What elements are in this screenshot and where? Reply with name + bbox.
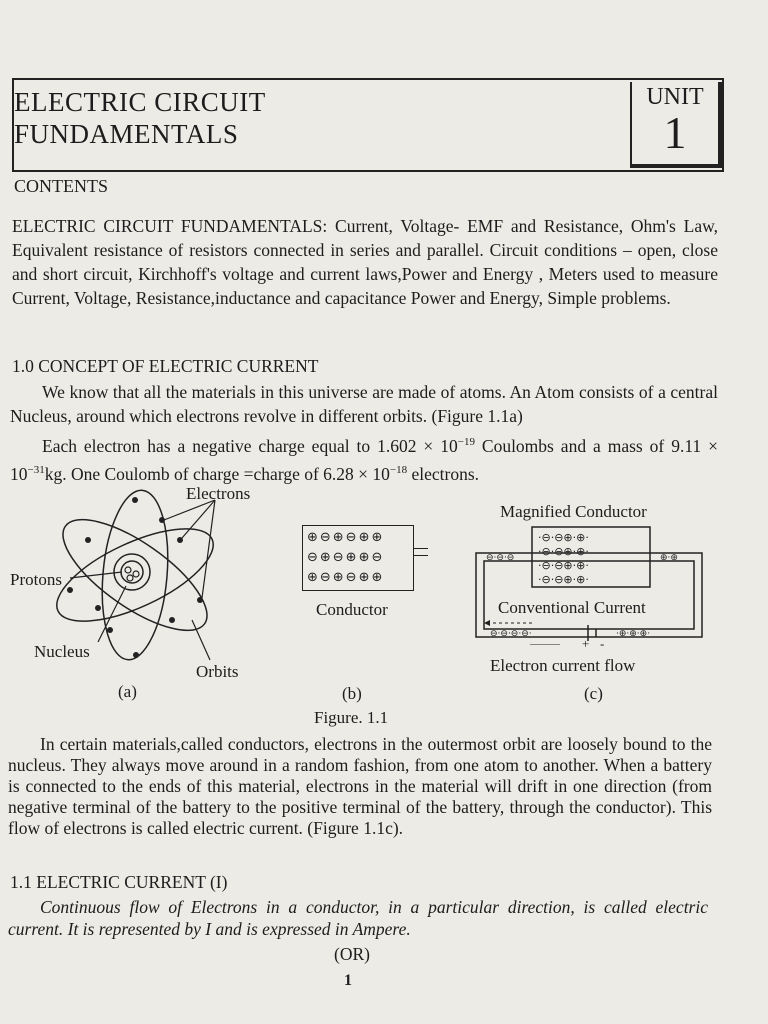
charge-row: ·⊖·⊖⊕·⊕· [538,573,589,586]
conductor-charge-row: ⊕⊖⊕⊖⊕⊕ [307,530,385,545]
para2-text-a: Each electron has a negative charge equal to 1.602 × 10 [42,435,458,456]
para2-text-d: electrons. [407,463,480,484]
unit-label: UNIT [646,84,704,110]
conductor-block [302,525,414,591]
label-protons: Protons [10,570,62,589]
orbit-ellipse-1 [44,510,225,640]
unit-number: 1 [663,107,687,158]
electron-dot [132,497,138,503]
orbit-ellipse-3 [96,488,175,663]
electron-dot [95,605,101,611]
section-1-0-heading: 1.0 CONCEPT OF ELECTRIC CURRENT [12,356,319,376]
proton-mark [127,575,133,581]
charge-row: ·⊖·⊖⊕·⊕· [538,545,589,558]
section-1-1-heading: 1.1 ELECTRIC CURRENT (I) [10,872,228,892]
circuit-diagram [470,525,710,645]
electron-dot [169,617,175,623]
circuit-wire-outer [476,553,702,637]
conductors-paragraph: In certain materials,called conductors, electrons in the outermost orbit are loosely bound to the nucleus. They always move around in a random fashion, from one atom to another. When a battery is connected to the ends of this material, electrons in the material will drift in one direction (from negative terminal of the battery to the positive terminal of the battery, through the conductor). This flow of electrons is called electric current. (Figure 1.1c). [8,734,712,838]
wire-charges: ⊕·⊕ [660,553,678,563]
electron-dot [107,627,113,633]
section-1-0-para1: We know that all the materials in this universe are made of atoms. An Atom consists of a central Nucleus, around which electrons revolve in different orbits. (Figure 1.1a) [10,382,718,426]
charge-row: ·⊖·⊖⊕·⊕· [538,559,589,572]
pointer-line [182,500,215,538]
para2-text-c: kg. One Coulomb of charge =charge of 6.28 × 10 [44,463,390,484]
section-1-0-para2 [10,430,718,486]
para2-exponent-2: −31 [27,463,45,476]
label-orbits: Orbits [196,662,239,681]
figure-caption: Figure. 1.1 [314,708,389,727]
orbit-ellipse-2 [47,500,223,650]
conductor-terminal [414,548,428,556]
wire-charges: ⊖·⊖·⊖ [486,553,515,563]
electric-current-definition: Continuous flow of Electrons in a conductor, in a particular direction, is called electric current. It is represented by I and is expressed in Ampere. [8,897,708,939]
circuit-wire-inner [484,561,694,629]
battery-plus: + [582,636,590,651]
unit-box [630,82,722,168]
label-magnified-conductor: Magnified Conductor [500,502,647,521]
conductor-charge-row: ⊖⊕⊖⊕⊕⊖ [307,550,385,565]
label-electrons: Electrons [186,484,251,503]
label-conventional-current: Conventional Current [498,598,646,617]
conductor-charge-row: ⊕⊖⊕⊖⊕⊕ [307,570,385,585]
conductor-charges [307,528,409,588]
electron-dot [67,587,73,593]
chapter-title-line2: FUNDAMENTALS [14,119,239,149]
contents-text: ELECTRIC CIRCUIT FUNDAMENTALS: Current, Voltage- EMF and Resistance, Ohm's Law, Equivalent resistance of resistors connected in series and parallel. Circuit conditions – open, close and short circuit, Kirchhoff's voltage and current laws,Power and Energy , Meters used to measure Current, Voltage, Resistance,inductance and capacitance Power and Energy, Simple problems. [12,216,718,308]
subfigure-a-label: (a) [118,682,137,701]
contents-heading: CONTENTS [14,176,108,196]
label-conductor: Conductor [316,600,388,619]
atom-diagram [40,480,280,695]
electron-dot [85,537,91,543]
or-separator: (OR) [334,944,370,964]
label-nucleus: Nucleus [34,642,90,661]
electron-dot [133,652,139,658]
charge-row: ·⊖·⊖⊕·⊕· [538,531,589,544]
wire-charges: ⊖·⊖·⊖·⊖· [490,629,532,639]
chapter-title-line1: ELECTRIC CIRCUIT [14,87,266,117]
page-number: 1 [344,972,352,989]
proton-mark [125,567,131,573]
battery-minus: - [600,636,605,651]
pointer-line [192,620,210,660]
wire-charges: ·⊕·⊕·⊕· [616,629,651,639]
para2-exponent-3: −18 [389,463,408,476]
subfigure-b-label: (b) [342,684,362,703]
para2-exponent-1: −19 [457,436,475,448]
proton-mark [133,571,139,577]
chapter-title [14,86,266,150]
label-electron-current-flow: Electron current flow [490,656,636,675]
subfigure-c-label: (c) [584,684,603,703]
conventional-current-arrowhead [484,620,490,626]
para2-text-b: Coulombs and a mass of 9.11 × 10 [10,435,718,484]
